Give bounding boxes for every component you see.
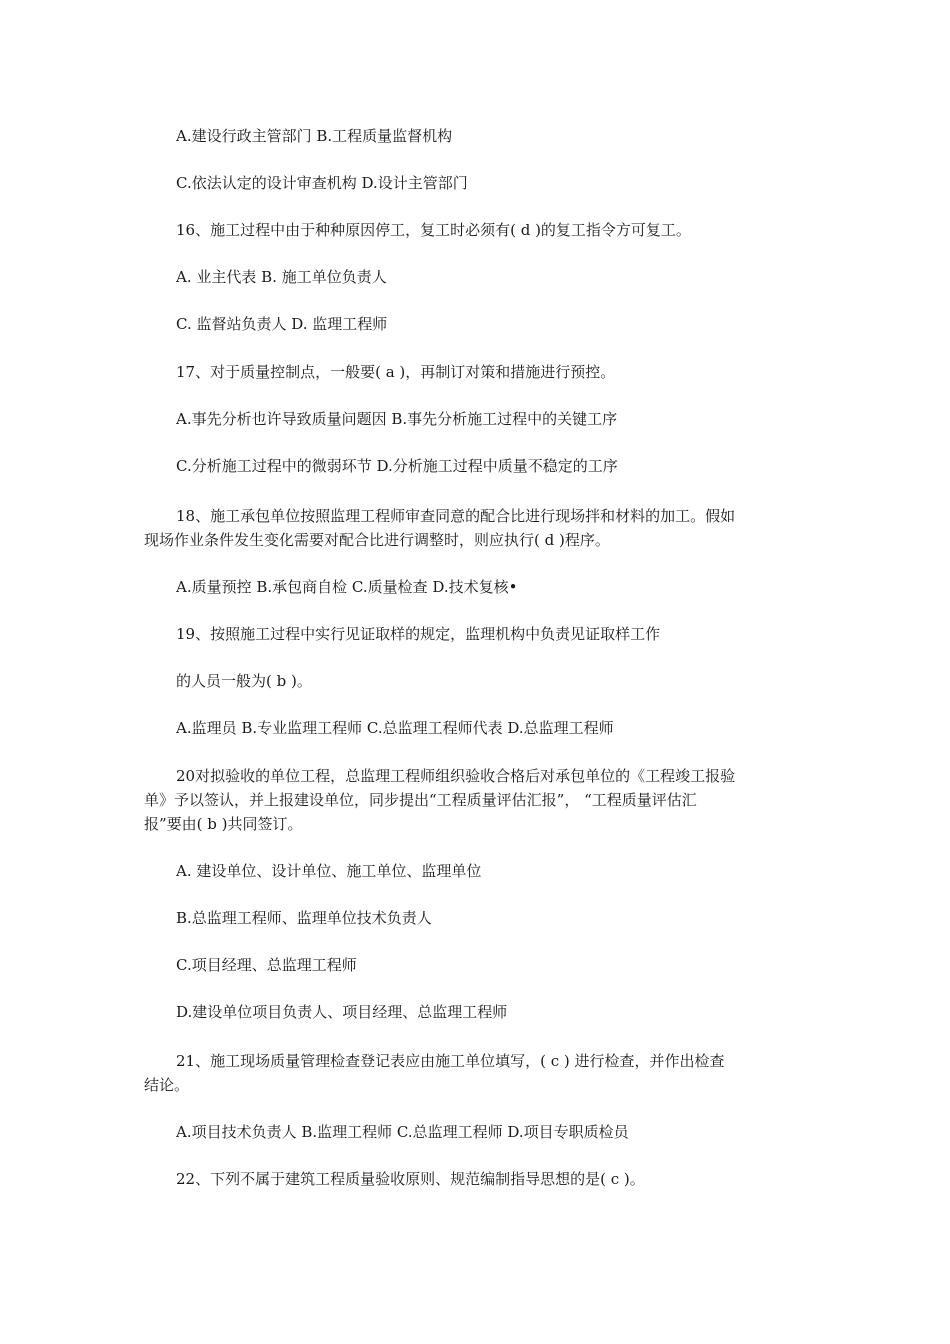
question-20-line-2: 单》予以签认，并上报建设单位，同步提出“工程质量评估汇报”， “工程质量评估汇 — [144, 791, 697, 809]
option-line-18: A.质量预控 B.承包商自检 C.质量检查 D.技术复核• — [176, 578, 518, 596]
option-line-16-cd: C. 监督站负责人 D. 监理工程师 — [176, 315, 388, 333]
question-18-line-2: 现场作业条件发生变化需要对配合比进行调整时，则应执行( d )程序。 — [144, 531, 610, 549]
option-line-17-cd: C.分析施工过程中的微弱环节 D.分析施工过程中质量不稳定的工序 — [176, 457, 618, 475]
option-line-21: A.项目技术负责人 B.监理工程师 C.总监理工程师 D.项目专职质检员 — [176, 1123, 629, 1141]
question-19-line-1: 19、按照施工过程中实行见证取样的规定，监理机构中负责见证取样工作 — [176, 625, 661, 643]
option-line-17-ab: A.事先分析也许导致质量问题因 B.事先分析施工过程中的关键工序 — [176, 410, 618, 428]
question-21-line-2: 结论。 — [144, 1076, 190, 1094]
question-16: 16、施工过程中由于种种原因停工，复工时必须有( d )的复工指令方可复工。 — [176, 221, 691, 239]
option-line-15-ab: A.建设行政主管部门 B.工程质量监督机构 — [176, 127, 453, 145]
question-22: 22、下列不属于建筑工程质量验收原则、规范编制指导思想的是( c )。 — [176, 1170, 645, 1188]
option-line-16-ab: A. 业主代表 B. 施工单位负责人 — [176, 268, 387, 286]
option-20-a: A. 建设单位、设计单位、施工单位、监理单位 — [176, 862, 482, 880]
option-20-d: D.建设单位项目负责人、项目经理、总监理工程师 — [176, 1003, 508, 1021]
question-21-line-1: 21、施工现场质量管理检查登记表应由施工单位填写，( c ) 进行检查，并作出检查 — [176, 1052, 725, 1070]
question-18-line-1: 18、施工承包单位按照监理工程师审查同意的配合比进行现场拌和材料的加工。假如 — [176, 507, 736, 525]
option-20-c: C.项目经理、总监理工程师 — [176, 956, 357, 974]
option-line-15-cd: C.依法认定的设计审查机构 D.设计主管部门 — [176, 174, 468, 192]
question-19-line-2: 的人员一般为( b )。 — [176, 672, 312, 690]
option-line-19: A.监理员 B.专业监理工程师 C.总监理工程师代表 D.总监理工程师 — [176, 719, 614, 737]
question-20-line-1: 20对拟验收的单位工程，总监理工程师组织验收合格后对承包单位的《工程竣工报验 — [176, 767, 736, 785]
question-17: 17、对于质量控制点，一般要( a )，再制订对策和措施进行预控。 — [176, 363, 616, 381]
question-20-line-3: 报”要由( b )共同签订。 — [144, 815, 303, 833]
option-20-b: B.总监理工程师、监理单位技术负责人 — [176, 909, 432, 927]
